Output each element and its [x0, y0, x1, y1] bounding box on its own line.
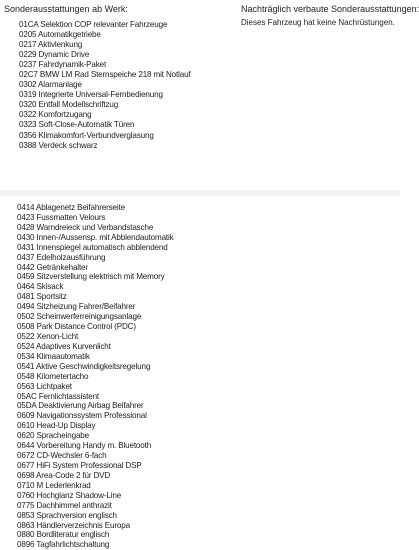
- option-item: 0563 Lichtpaket: [17, 381, 72, 391]
- factory-options-list-top: [19, 20, 191, 151]
- option-item: 0322 Komfortzugang: [19, 110, 92, 120]
- option-item: 0672 CD-Wechsler 6-fach: [17, 451, 107, 461]
- option-item: 0698 Area-Code 2 für DVD: [17, 470, 111, 480]
- option-item: 0205 Automatikgetriebe: [19, 30, 101, 40]
- option-item: 0541 Aktive Geschwindigkeitsregelung: [17, 361, 151, 371]
- option-item: 0710 M Lederlenkrad: [17, 480, 91, 490]
- option-item: 0320 Entfall Modellschriftzug: [19, 100, 119, 110]
- option-item: 0494 Sitzheizung Fahrer/Beifahrer: [17, 302, 136, 312]
- page-divider: [0, 190, 400, 196]
- option-item: 0522 Xenon-Licht: [17, 331, 79, 341]
- option-item: 0508 Park Distance Control (PDC): [17, 322, 136, 332]
- option-item: 0609 Navigationssystem Professional: [17, 411, 147, 421]
- option-item: 0464 Skisack: [17, 282, 64, 292]
- option-item: 0437 Edelholzausführung: [17, 252, 106, 262]
- option-item: 0620 Spracheingabe: [17, 431, 90, 441]
- option-item: 0644 Vorbereitung Handy m. Bluetooth: [17, 441, 152, 451]
- option-item: 0431 Innenspiegel automatisch abblendend: [17, 242, 168, 252]
- option-item: 0388 Verdeck schwarz: [19, 140, 98, 150]
- option-item: 0677 HiFi System Professional DSP: [17, 460, 142, 470]
- option-item: 0775 Dachhimmel anthrazit: [17, 500, 112, 510]
- no-retrofits-note: Dieses Fahrzeug hat keine Nachrüstungen.: [241, 18, 395, 27]
- option-item: 0302 Alarmanlage: [19, 80, 82, 90]
- factory-options-heading: Sonderausstattungen ab Werk:: [4, 4, 128, 14]
- option-item: 0610 Head-Up Display: [17, 421, 96, 431]
- option-item: 0896 Tagfahrlichtschaltung: [17, 540, 110, 550]
- option-item: 0323 Soft-Close-Automatik Türen: [19, 120, 135, 130]
- option-item: 0442 Getränkehalter: [17, 262, 88, 272]
- option-item: 0548 Kilometertacho: [17, 371, 89, 381]
- option-item: 0534 Klimaautomatik: [17, 351, 90, 361]
- option-item: 0237 Fahrdynamik-Paket: [19, 60, 107, 70]
- retrofit-options-heading: Nachträglich verbaute Sonderausstattungen:: [241, 4, 419, 14]
- option-item: 0863 Händlerverzeichnis Europa: [17, 520, 130, 530]
- option-item: 0217 Aktivlenkung: [19, 40, 83, 50]
- option-item: 0229 Dynamic Drive: [19, 50, 90, 60]
- option-item: 0481 Sportsitz: [17, 292, 67, 302]
- option-item: 0423 Fussmatten Velours: [17, 212, 106, 222]
- factory-options-list-bottom: [17, 203, 174, 550]
- option-item: 0356 Klimakomfort-Verbundverglasung: [19, 130, 154, 140]
- option-item: 0502 Scheinwerferreinigungsanlage: [17, 312, 142, 322]
- option-item: 0319 Integrierte Universal-Fernbedienung: [19, 90, 163, 100]
- option-item: 0414 Ablagenetz Beifahrerseite: [17, 203, 125, 212]
- option-item: 0853 Sprachversion englisch: [17, 510, 117, 520]
- option-item: 0524 Adaptives Kurvenlicht: [17, 341, 111, 351]
- option-item: 05DA Deaktivierung Airbag Beifahrer: [17, 401, 144, 411]
- option-item: 0428 Warndreieck und Verbandstasche: [17, 222, 154, 232]
- option-item: 0459 Sitzverstellung elektrisch mit Memory: [17, 272, 165, 282]
- option-item: 0430 Innen-/Aussensp. mit Abblendautomatik: [17, 232, 174, 242]
- option-item: 02C7 BMW LM Rad Sternspeiche 218 mit Notlauf: [19, 70, 191, 80]
- option-item: 01CA Selektion COP relevanter Fahrzeuge: [19, 20, 168, 29]
- option-item: 05AC Fernlichtassistent: [17, 391, 100, 401]
- option-item: 0880 Bordliteratur englisch: [17, 530, 110, 540]
- option-item: 0760 Hochglanz Shadow-Line: [17, 490, 122, 500]
